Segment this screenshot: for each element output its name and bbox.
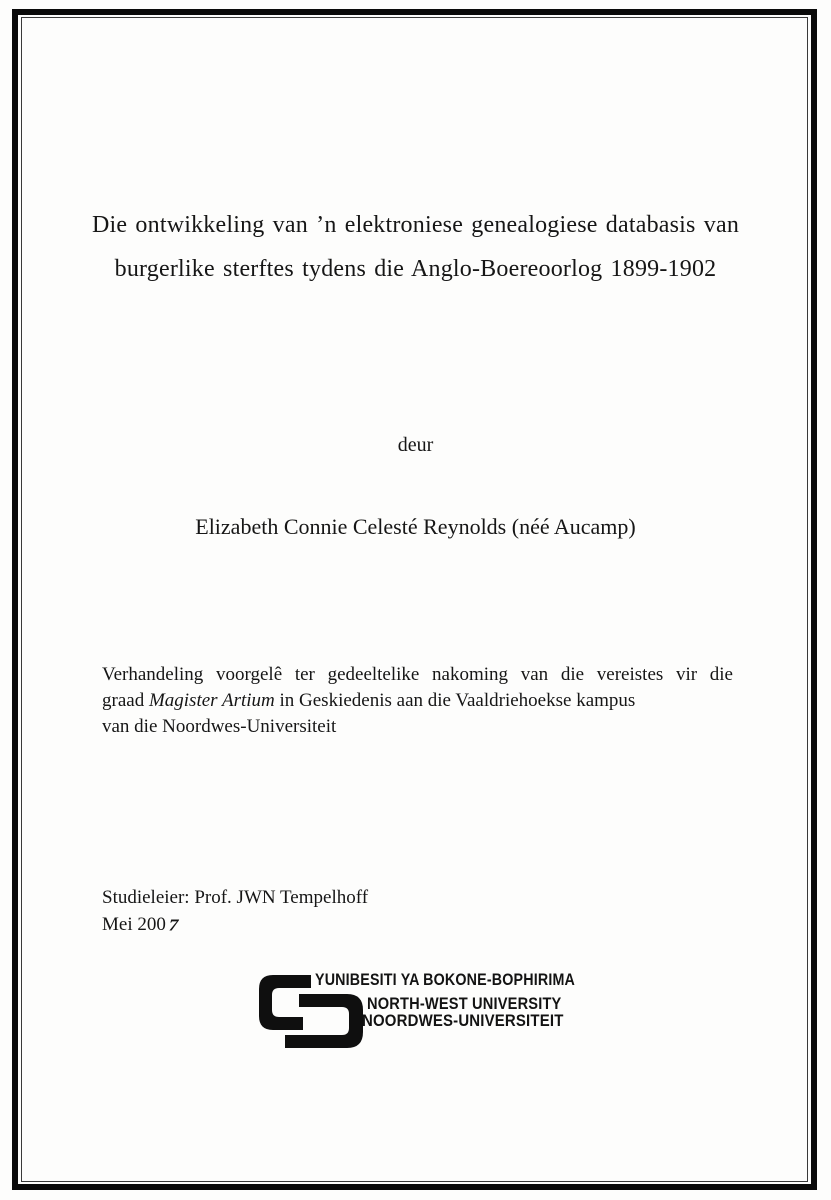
statement-line2	[102, 688, 733, 714]
logo-line-afrikaans: NOORDWES-UNIVERSITEIT	[362, 1011, 564, 1030]
statement-line1: Verhandeling voorgelê ter gedeeltelike nakoming van die vereistes vir die	[102, 664, 733, 685]
date-line	[102, 914, 181, 936]
university-logo	[257, 969, 597, 1053]
supervisor-line: Studieleier: Prof. JWN Tempelhoff	[102, 887, 369, 908]
thesis-title-line2: burgerlike sterftes tydens die Anglo-Boereoorlog 1899-1902	[114, 256, 717, 282]
byline: deur	[397, 434, 434, 456]
thesis-title-line1: Die ontwikkeling van ’n elektroniese genealogiese databasis van	[91, 212, 740, 238]
logo-line-setswana: YUNIBESITI YA BOKONE-BOPHIRIMA	[315, 970, 576, 989]
logo-line-english: NORTH-WEST UNIVERSITY	[367, 994, 562, 1013]
submission-statement	[102, 662, 733, 740]
statement-line2-pre: graad	[102, 690, 149, 711]
statement-line3: van die Noordwes-Universiteit	[102, 716, 337, 737]
thesis-title	[0, 203, 831, 291]
date-final-digit: 7	[166, 916, 181, 936]
statement-line2-post: in Geskiedenis aan die Vaaldriehoekse kampus	[274, 690, 636, 711]
degree-name: Magister Artium	[148, 690, 275, 711]
author-name: Elizabeth Connie Celesté Reynolds (néé Aucamp)	[195, 514, 636, 539]
date-prefix: Mei 200	[102, 914, 166, 935]
